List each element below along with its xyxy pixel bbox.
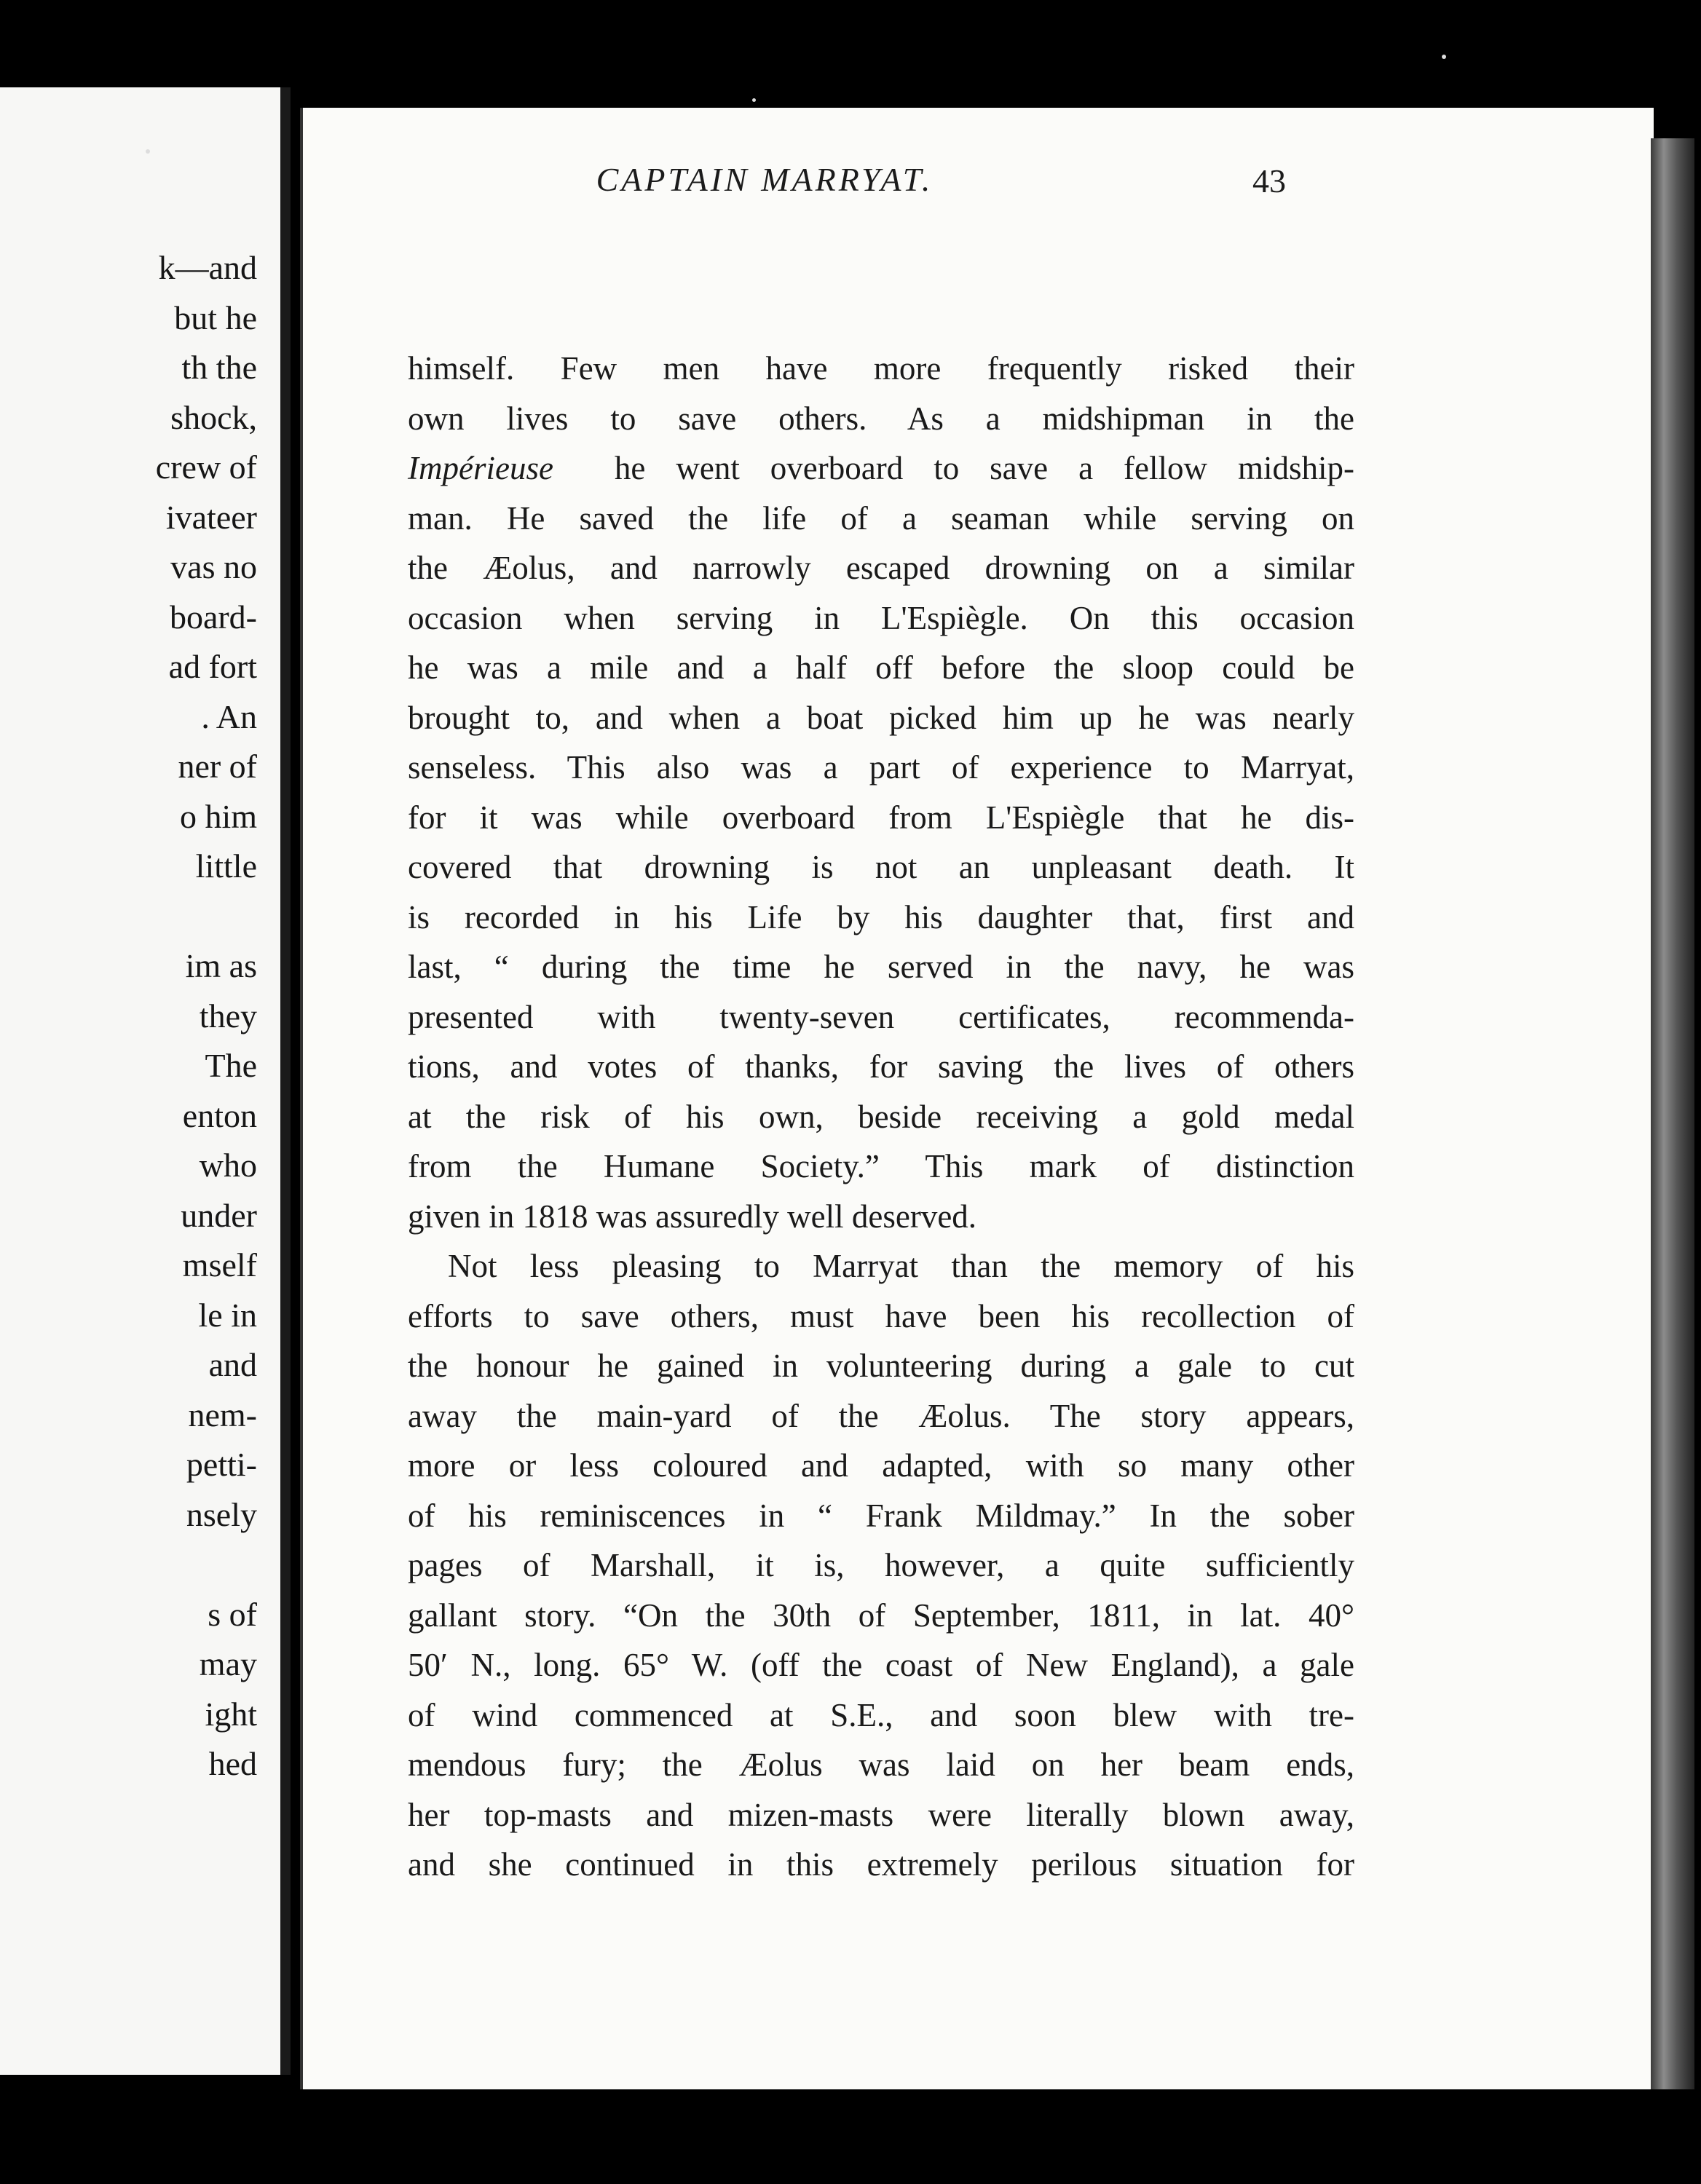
left-page-line-fragment: vas no (170, 548, 257, 585)
left-page-line-fragment: who (199, 1147, 257, 1184)
text-line: covered that drowning is not an unpleasant death. It (408, 849, 1354, 885)
text-line: given in 1818 was assuredly well deserved. (408, 1198, 977, 1235)
text-line: from the Humane Society.” This mark of distinction (408, 1148, 1354, 1184)
text-line: last, “ during the time he served in the navy, he was (408, 949, 1354, 985)
left-page-line-fragment: board- (169, 598, 257, 636)
left-page-line-fragment: and (208, 1346, 257, 1383)
text-line: efforts to save others, must have been his recollection of (408, 1297, 1354, 1334)
text-line (408, 443, 1354, 494)
left-page-line-fragment: but he (174, 298, 257, 336)
left-page-line-fragment: im as (185, 947, 257, 984)
left-page-line-fragment: petti- (186, 1446, 257, 1483)
ship-name: Impérieuse (408, 450, 553, 486)
text-line: senseless. This also was a part of experience to Marryat, (408, 749, 1354, 786)
text-line: gallant story. “On the 30th of September, 1811, in lat. 40° (408, 1597, 1354, 1634)
text-line: himself. Few men have more frequently risked their (408, 350, 1354, 387)
text-line-rest: he went overboard to save a fellow midship- (553, 450, 1354, 486)
text-line: own lives to save others. As a midshipman in the (408, 400, 1354, 437)
left-page-line-fragment: ner of (178, 748, 257, 785)
text-line: for it was while overboard from L'Espiègle that he dis- (408, 799, 1354, 836)
scan-speck (1442, 55, 1446, 59)
left-page-line-fragment: mself (182, 1246, 257, 1283)
left-page-line-fragment: shock, (170, 398, 257, 436)
left-page-line-fragment: may (199, 1645, 257, 1682)
left-page-line-fragment: o him (179, 797, 257, 835)
text-line: of wind commenced at S.E., and soon blew with tre- (408, 1696, 1354, 1733)
left-page-line-fragment: nem- (188, 1396, 257, 1433)
text-line: of his reminiscences in “ Frank Mildmay.” In the sober (408, 1497, 1354, 1534)
left-page-line-fragment: ight (205, 1695, 257, 1733)
text-line: the Æolus, and narrowly escaped drowning on a similar (408, 550, 1354, 586)
left-page-line-fragment: enton (182, 1096, 257, 1134)
left-facing-page (0, 87, 291, 2075)
left-page-line-fragment: ivateer (165, 498, 257, 536)
text-line: 50′ N., long. 65° W. (off the coast of New England), a gale (408, 1647, 1354, 1683)
scan-speck (752, 98, 756, 102)
left-page-line-fragment: crew of (155, 448, 257, 486)
page-number: 43 (1252, 162, 1286, 199)
running-head: CAPTAIN MARRYAT. (596, 161, 934, 198)
left-page-line-fragment: hed (208, 1745, 257, 1782)
text-line: and she continued in this extremely perilous situation for (408, 1846, 1354, 1883)
left-page-line-fragment: little (195, 847, 257, 885)
text-line: her top-masts and mizen-masts were literally blown away, (408, 1796, 1354, 1833)
text-line: he was a mile and a half off before the sloop could be (408, 649, 1354, 686)
text-line: is recorded in his Life by his daughter that, first and (408, 898, 1354, 935)
text-line: man. He saved the life of a seaman while serving on (408, 499, 1354, 537)
text-line: presented with twenty-seven certificates, recommenda- (408, 998, 1354, 1035)
left-page-line-fragment: under (181, 1196, 257, 1234)
left-page-line-fragment: s of (208, 1595, 257, 1633)
text-line: the honour he gained in volunteering during a gale to cut (408, 1348, 1354, 1384)
text-line: mendous fury; the Æolus was laid on her beam ends, (408, 1746, 1354, 1783)
text-line: occasion when serving in L'Espiègle. On this occasion (408, 599, 1354, 636)
left-page-line-fragment: le in (198, 1296, 257, 1334)
text-line: at the risk of his own, beside receiving a gold medal (408, 1098, 1354, 1135)
page-edge (1651, 138, 1694, 2089)
left-page-line-fragment: they (199, 997, 257, 1034)
text-line: away the main-yard of the Æolus. The story appears, (408, 1397, 1354, 1434)
scan-speck (146, 149, 150, 154)
text-line: pages of Marshall, it is, however, a quite sufficiently (408, 1547, 1354, 1583)
left-page-line-fragment: ad fort (168, 648, 257, 685)
left-page-line-fragment: . An (201, 697, 257, 735)
left-page-line-fragment: The (205, 1047, 257, 1084)
text-line: more or less coloured and adapted, with so many other (408, 1447, 1354, 1484)
body-text (408, 344, 1354, 1890)
text-line: Not less pleasing to Marryat than the memory of his (448, 1248, 1354, 1284)
text-line: brought to, and when a boat picked him up he was nearly (408, 699, 1354, 736)
text-line: tions, and votes of thanks, for saving the lives of others (408, 1048, 1354, 1085)
left-page-line-fragment: th the (181, 349, 257, 386)
left-page-line-fragment: nsely (186, 1495, 257, 1533)
left-page-line-fragment: k—and (158, 249, 257, 286)
